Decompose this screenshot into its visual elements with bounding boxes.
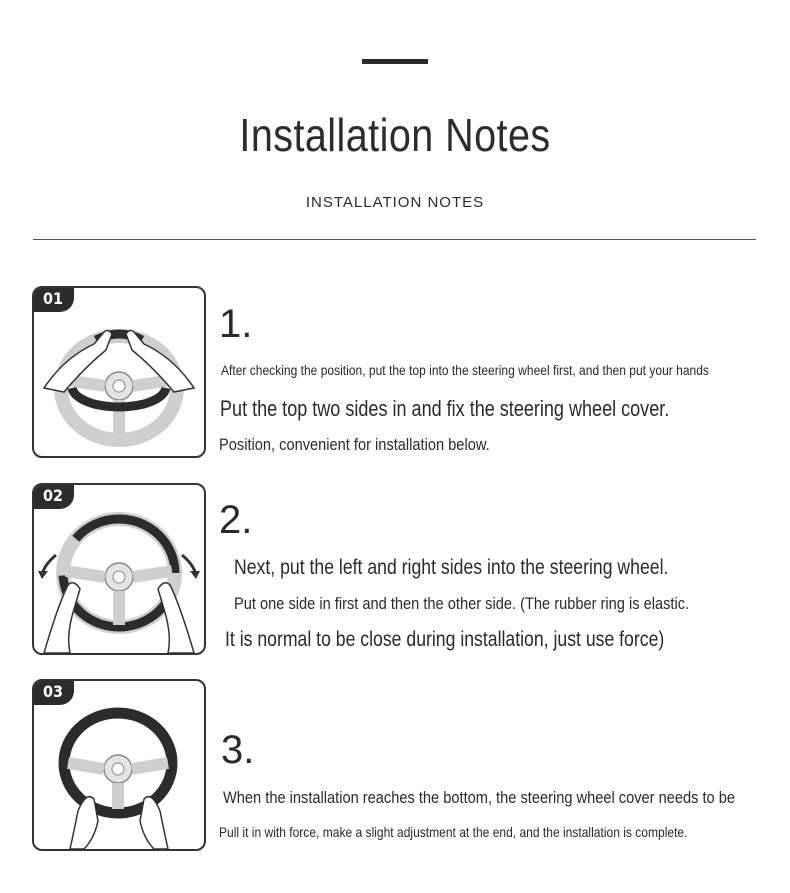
step-1-line-2: Put the top two sides in and fix the steering wheel cover. <box>220 396 670 421</box>
step-3-illustration <box>32 679 206 851</box>
page-subtitle: INSTALLATION NOTES <box>305 194 485 211</box>
step-2-line-1: Next, put the left and right sides into the steering wheel. <box>234 556 669 579</box>
top-accent-bar <box>362 59 428 64</box>
step-3-line-2: Pull it in with force, make a slight adjustment at the end, and the installation is complete. <box>219 824 688 840</box>
step-2-line-2: Put one side in first and then the other side. (The rubber ring is elastic. <box>234 594 690 613</box>
page-title: Installation Notes <box>239 109 551 161</box>
step-1-line-1: After checking the position, put the top into the steering wheel first, and then put your hands <box>221 362 709 378</box>
step-1-line-3: Position, convenient for installation below. <box>219 435 490 454</box>
step-3-line-1: When the installation reaches the bottom, the steering wheel cover needs to be <box>223 788 736 807</box>
steering-wheel-hands-bottom-icon <box>34 681 204 849</box>
step-2-number: 2. <box>219 498 253 542</box>
steering-wheel-hands-sides-icon <box>34 485 204 653</box>
step-3-number: 3. <box>221 728 255 772</box>
steering-wheel-hands-top-icon <box>34 288 204 456</box>
step-2-illustration <box>32 483 206 655</box>
step-1-badge: 01 <box>32 286 74 312</box>
step-3-badge: 03 <box>32 679 74 705</box>
header-divider <box>33 239 756 240</box>
step-1-illustration <box>32 286 206 458</box>
step-2-line-3: It is normal to be close during installation, just use force) <box>225 628 665 651</box>
step-1-number: 1. <box>219 302 253 346</box>
step-2-badge: 02 <box>32 483 74 509</box>
